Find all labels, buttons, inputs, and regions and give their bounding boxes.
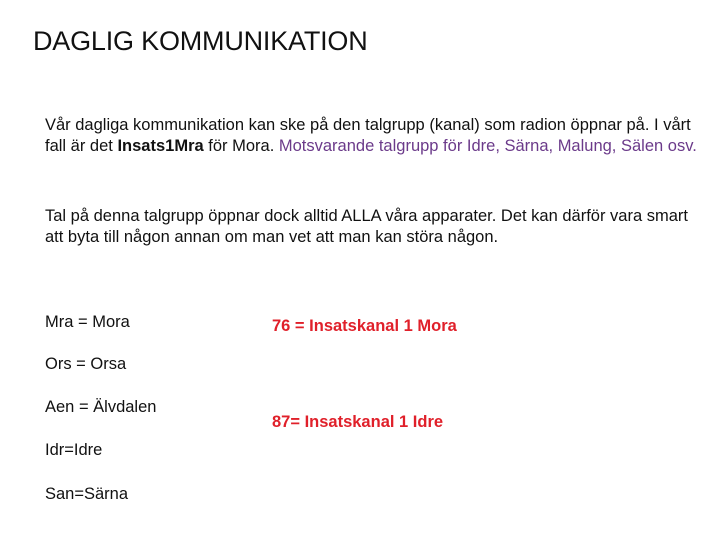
channel-item-mora: 76 = Insatskanal 1 Mora	[272, 317, 457, 335]
paragraph-text-a: Vår dagliga kommunikation kan ske på den talgrupp (kanal) som radion öppnar på. I vårt fall är det	[45, 116, 691, 155]
talgroup-name: Insats1Mra	[117, 137, 204, 155]
abbreviation-item-idr: Idr=Idre	[45, 441, 103, 459]
abbreviation-item-san: San=Särna	[45, 485, 129, 503]
abbreviation-item-mra: Mra = Mora	[45, 313, 130, 331]
channel-item-idre: 87= Insatskanal 1 Idre	[272, 413, 444, 431]
abbreviation-item-aen: Aen = Älvdalen	[45, 398, 157, 416]
slide-title: DAGLIG KOMMUNIKATION	[33, 26, 368, 56]
paragraph-text-b: för Mora.	[203, 137, 279, 155]
abbreviation-item-ors: Ors = Orsa	[45, 355, 127, 373]
paragraph-note: Tal på denna talgrupp öppnar dock alltid ALLA våra apparater. Det kan därför vara smart att byta till någon annan om man vet att man kan störa någon.	[45, 207, 688, 246]
paragraph-text-other-areas: Motsvarande talgrupp för Idre, Särna, Malung, Sälen osv.	[278, 137, 697, 155]
paragraph-talgroup	[45, 115, 705, 157]
